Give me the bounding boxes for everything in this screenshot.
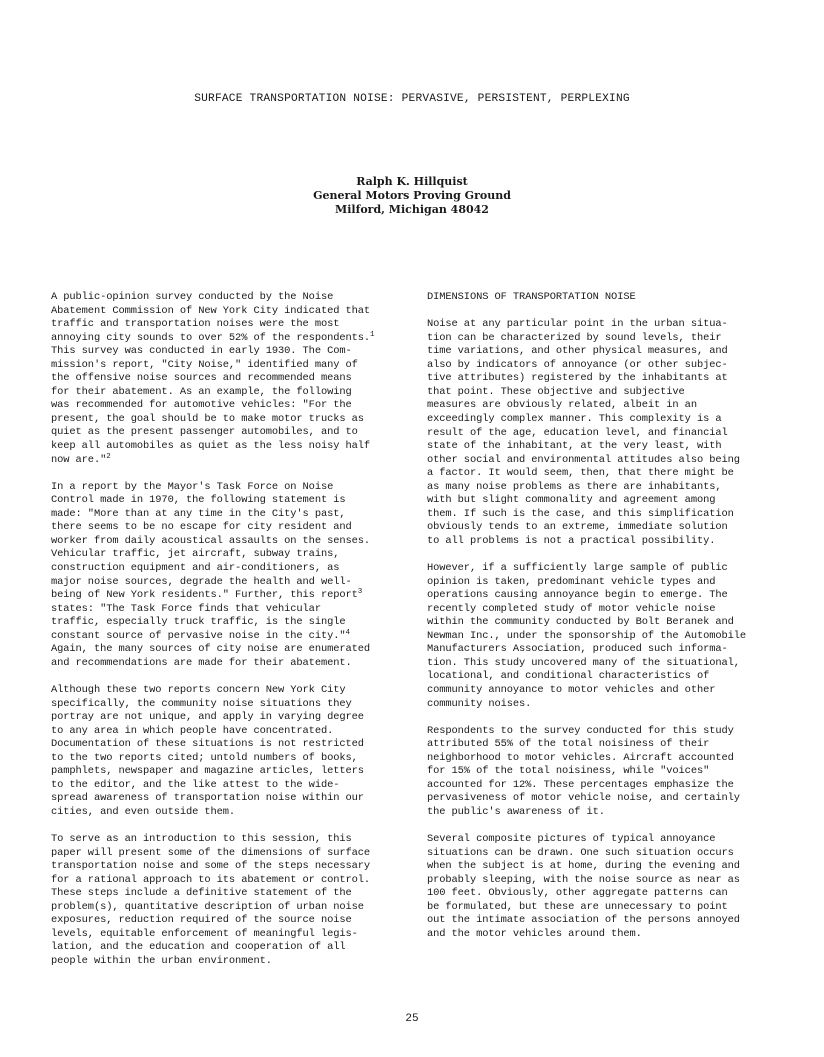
paragraph (51, 684, 411, 819)
text-line (427, 914, 777, 928)
text-line (51, 426, 411, 440)
text-line (427, 386, 777, 400)
line-text: that point. These objective and subjective (427, 385, 685, 398)
line-text: being of New York residents." Further, this report (51, 589, 358, 602)
line-text: exposures, reduction required of the source noise (51, 914, 352, 927)
text-line (427, 603, 777, 617)
footnote-marker: 4 (345, 628, 350, 637)
line-text: Although these two reports concern New York City (51, 683, 346, 696)
text-line (427, 833, 777, 847)
line-text: Control made in 1970, the following statement is (51, 494, 346, 507)
text-line (51, 806, 411, 820)
line-text: This survey was conducted in early 1930. The Com- (51, 345, 352, 358)
author-block (0, 175, 824, 217)
line-text: and the motor vehicles around them. (427, 927, 642, 940)
text-line (51, 576, 411, 590)
line-text: exceedingly complex manner. This complexity is a (427, 412, 722, 425)
text-line (427, 359, 777, 373)
text-line (51, 955, 411, 969)
text-line (51, 454, 411, 468)
text-line (427, 427, 777, 441)
text-line (427, 874, 777, 888)
line-text: Respondents to the survey conducted for this study (427, 724, 734, 737)
text-line (51, 752, 411, 766)
line-text: for their abatement. As an example, the following (51, 385, 352, 398)
text-line (427, 928, 777, 942)
text-line (427, 399, 777, 413)
text-line (51, 941, 411, 955)
paragraph (427, 833, 777, 941)
text-line (427, 698, 777, 712)
line-text: to the editor, and the like attest to the wide- (51, 778, 340, 791)
text-line (51, 874, 411, 888)
line-text: Noise at any particular point in the urban situa- (427, 318, 728, 331)
footnote-marker: 3 (357, 588, 363, 597)
line-text: worker from daily acoustical assaults on the senses. (51, 534, 371, 547)
text-line (51, 589, 411, 603)
line-text: annoying city sounds to over 52% of the respondents. (51, 331, 371, 344)
text-line (51, 725, 411, 739)
text-line (51, 345, 411, 359)
line-text: 100 feet. Obviously, other aggregate patterns can (427, 887, 728, 900)
text-line (51, 901, 411, 915)
line-text: attributed 55% of the total noisiness of their (427, 738, 710, 751)
line-text: A public-opinion survey conducted by the Noise (51, 291, 334, 303)
line-text: portray are not unique, and apply in varying degree (51, 711, 364, 724)
right-column (427, 291, 777, 955)
text-line (51, 928, 411, 942)
line-text: state of the inhabitant, at the very least, with (427, 440, 722, 453)
line-text: other social and environmental attitudes also being (427, 453, 740, 466)
text-line (51, 657, 411, 671)
text-line (51, 603, 411, 617)
page-number: 25 (405, 1013, 419, 1025)
paragraph (51, 833, 411, 968)
text-line (427, 413, 777, 427)
line-text: for a rational approach to its abatement or control. (51, 873, 371, 886)
line-text: However, if a sufficiently large sample of public (427, 562, 728, 575)
line-text: when the subject is at home, during the evening and (427, 860, 740, 873)
text-line (427, 779, 777, 793)
line-text: recently completed study of motor vehicle noise (427, 602, 716, 615)
line-text: present, the goal should be to make motor trucks as (51, 412, 364, 425)
text-line (51, 779, 411, 793)
line-text: operations causing annoyance begin to emerge. The (427, 589, 728, 602)
line-text: neighborhood to motor vehicles. Aircraft accounted (427, 751, 734, 764)
line-text: Again, the many sources of city noise are enumerated (51, 643, 371, 656)
text-line (427, 332, 777, 346)
paragraph (427, 725, 777, 820)
text-line (51, 481, 411, 495)
text-line (51, 630, 411, 644)
line-text: lation, and the education and cooperation of all (51, 941, 346, 954)
text-line (51, 291, 411, 305)
line-text: as many noise problems as there are inhabitants, (427, 480, 722, 493)
text-line (427, 630, 777, 644)
line-text: now are." (51, 453, 107, 466)
line-text: traffic and transportation noises were the most (51, 318, 340, 331)
text-line (51, 386, 411, 400)
text-line (427, 576, 777, 590)
line-text: there seems to be no escape for city resident and (51, 521, 352, 534)
text-line (51, 562, 411, 576)
line-text: opinion is taken, predominant vehicle types and (427, 575, 716, 588)
line-text: for 15% of the total noisiness, while "voices" (427, 765, 710, 778)
text-line (427, 847, 777, 861)
text-line (51, 738, 411, 752)
text-line (51, 359, 411, 373)
text-line (427, 643, 777, 657)
line-text: was recommended for automotive vehicles: "For the (51, 399, 352, 412)
text-line (51, 318, 411, 332)
text-line (427, 521, 777, 535)
line-text: community noises. (427, 697, 532, 710)
line-text: Newman Inc., under the sponsorship of the Automobile (427, 629, 747, 642)
text-line (427, 440, 777, 454)
line-text: the offensive noise sources and recommended means (51, 372, 352, 385)
line-text: pervasiveness of motor vehicle noise, and certainly (427, 792, 740, 805)
text-line (51, 413, 411, 427)
line-text: states: "The Task Force finds that vehicular (51, 602, 321, 615)
line-text: tion. This study uncovered many of the situational, (427, 656, 740, 669)
text-line (51, 833, 411, 847)
right-column-body (427, 318, 777, 941)
text-line (51, 847, 411, 861)
line-text: Documentation of these situations is not restricted (51, 738, 364, 751)
text-line (427, 725, 777, 739)
line-text: cities, and even outside them. (51, 805, 236, 818)
line-text: tion can be characterized by sound levels, their (427, 331, 722, 344)
line-text: Manufacturers Association, produced such informa- (427, 643, 728, 656)
author-name: Ralph K. Hillquist (356, 175, 468, 188)
text-line (51, 860, 411, 874)
line-text: constant source of pervasive noise in the city." (51, 629, 346, 642)
paper-title: SURFACE TRANSPORTATION NOISE: PERVASIVE, PERSISTENT, PERPLEXING (194, 93, 630, 105)
line-text: time variations, and other physical measures, and (427, 345, 728, 358)
text-line (427, 494, 777, 508)
text-line (51, 698, 411, 712)
text-line (51, 494, 411, 508)
text-line (51, 535, 411, 549)
text-line (427, 752, 777, 766)
text-line (51, 440, 411, 454)
text-line (427, 345, 777, 359)
text-line (427, 901, 777, 915)
text-line (51, 372, 411, 386)
line-text: pamphlets, newspaper and magazine articles, letters (51, 765, 364, 778)
line-text: mission's report, "City Noise," identified many of (51, 358, 358, 371)
line-text: result of the age, education level, and financial (427, 426, 728, 439)
text-line (427, 616, 777, 630)
line-text: To serve as an introduction to this session, this (51, 833, 352, 846)
text-line (51, 616, 411, 630)
line-text: within the community conducted by Bolt Beranek and (427, 616, 734, 629)
line-text: quiet as the present passenger automobiles, and to (51, 426, 358, 439)
line-text: spread awareness of transportation noise within our (51, 792, 364, 805)
line-text: situations can be drawn. One such situation occurs (427, 846, 734, 859)
line-text: them. If such is the case, and this simplification (427, 507, 734, 520)
footnote-marker: 2 (106, 452, 111, 461)
text-line (427, 318, 777, 332)
text-line (427, 508, 777, 522)
line-text: construction equipment and air-conditioners, as (51, 561, 340, 574)
text-line (51, 508, 411, 522)
line-text: specifically, the community noise situations they (51, 697, 352, 710)
text-line (427, 765, 777, 779)
text-line (427, 684, 777, 698)
line-text: obviously tends to an extreme, immediate solution (427, 521, 728, 534)
line-text: with but slight commonality and agreement among (427, 494, 716, 507)
line-text: be formulated, but these are unnecessary to point (427, 900, 728, 913)
line-text: and recommendations are made for their abatement. (51, 656, 352, 669)
text-line (51, 887, 411, 901)
text-line (427, 467, 777, 481)
line-text: locational, and conditional characteristics of (427, 670, 710, 683)
paragraph (51, 291, 411, 467)
line-text: the public's awareness of it. (427, 805, 605, 818)
line-text: In a report by the Mayor's Task Force on Noise (51, 480, 334, 493)
text-line (427, 562, 777, 576)
line-text: to the two reports cited; untold numbers of books, (51, 751, 358, 764)
text-line (427, 589, 777, 603)
text-line (427, 792, 777, 806)
line-text: probably sleeping, with the noise source as near as (427, 873, 740, 886)
text-line (427, 481, 777, 495)
line-text: accounted for 12%. These percentages emphasize the (427, 778, 734, 791)
line-text: problem(s), quantitative description of urban noise (51, 900, 364, 913)
line-text: keep all automobiles as quiet as the less noisy half (51, 440, 371, 453)
text-line (51, 711, 411, 725)
text-line (427, 806, 777, 820)
line-text: to any area in which people have concentrated. (51, 724, 334, 737)
line-text: community annoyance to motor vehicles and other (427, 683, 716, 696)
line-text: out the intimate association of the persons annoyed (427, 914, 740, 927)
text-line (427, 657, 777, 671)
text-line (427, 860, 777, 874)
text-line (427, 887, 777, 901)
line-text: a factor. It would seem, then, that there might be (427, 467, 734, 480)
line-text: traffic, especially truck traffic, is the single (51, 616, 346, 629)
left-column (51, 291, 411, 982)
section-heading: DIMENSIONS OF TRANSPORTATION NOISE (427, 291, 636, 303)
text-line (51, 643, 411, 657)
text-line (51, 305, 411, 319)
text-line (427, 738, 777, 752)
line-text: tive attributes) registered by the inhabitants at (427, 372, 728, 385)
text-line (51, 914, 411, 928)
text-line (51, 684, 411, 698)
text-line (427, 372, 777, 386)
line-text: Abatement Commission of New York City indicated that (51, 304, 371, 317)
text-line (427, 535, 777, 549)
text-line (51, 399, 411, 413)
line-text: These steps include a definitive statement of the (51, 887, 352, 900)
text-line (51, 548, 411, 562)
line-text: to all problems is not a practical possibility. (427, 534, 716, 547)
line-text: paper will present some of the dimensions of surface (51, 846, 371, 859)
line-text: measures are obviously related, albeit in an (427, 399, 697, 412)
text-line (427, 454, 777, 468)
text-line (51, 765, 411, 779)
line-text: people within the urban environment. (51, 954, 272, 967)
paragraph (427, 562, 777, 711)
line-text: Several composite pictures of typical annoyance (427, 833, 716, 846)
paragraph (51, 481, 411, 671)
line-text: also by indicators of annoyance (or other subjec- (427, 358, 728, 371)
line-text: transportation noise and some of the steps necessary (51, 860, 371, 873)
text-line (51, 792, 411, 806)
line-text: levels, equitable enforcement of meaningful legis- (51, 927, 358, 940)
text-line (51, 332, 411, 346)
author-affiliation: General Motors Proving Ground (313, 189, 511, 202)
line-text: major noise sources, degrade the health and well- (51, 575, 352, 588)
line-text: Vehicular traffic, jet aircraft, subway trains, (51, 548, 340, 561)
text-line (427, 670, 777, 684)
author-location: Milford, Michigan 48042 (335, 203, 489, 216)
text-line (51, 521, 411, 535)
paragraph (427, 318, 777, 548)
footnote-marker: 1 (370, 330, 375, 339)
line-text: made: "More than at any time in the City's past, (51, 507, 346, 520)
